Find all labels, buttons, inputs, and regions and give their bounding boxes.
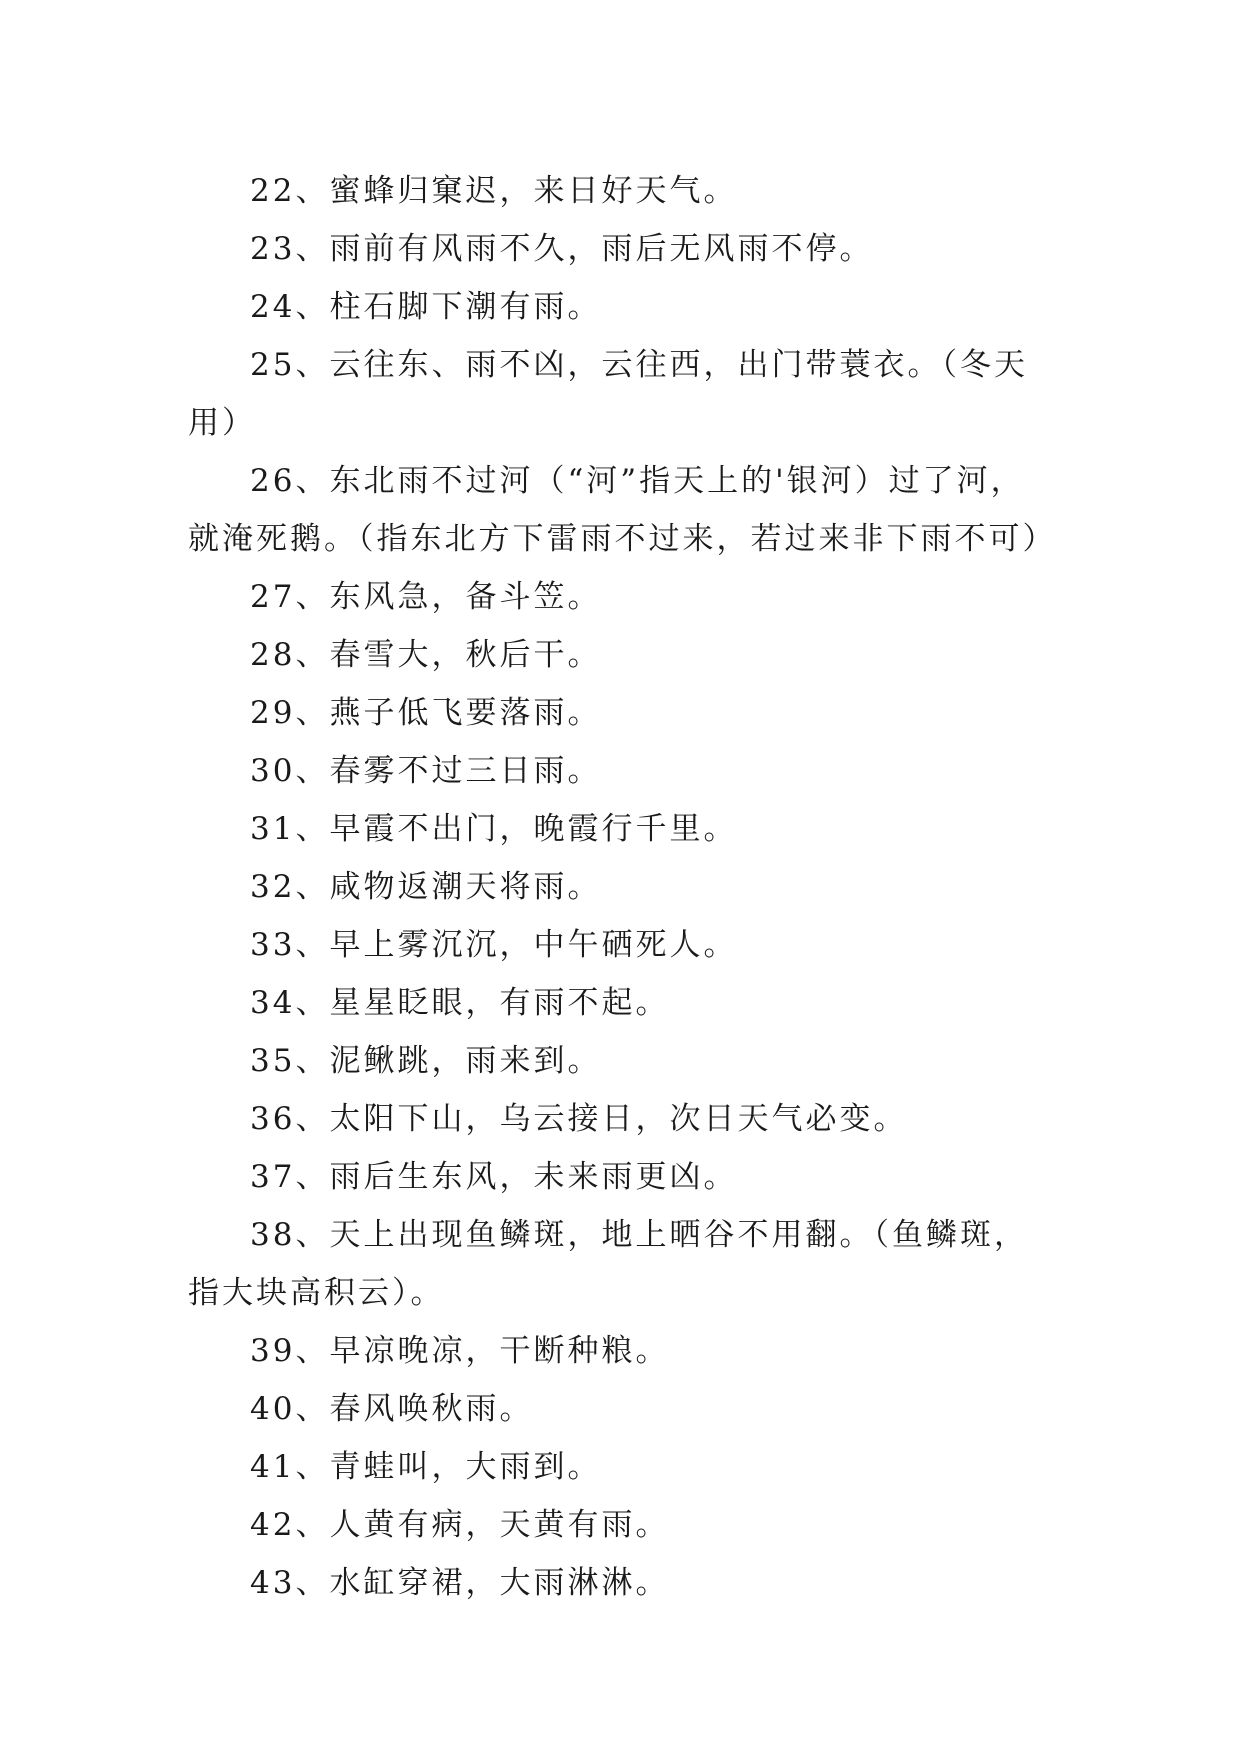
proverb-32: 32、咸物返潮天将雨。 — [250, 869, 602, 905]
proverb-37: 37、雨后生东风，未来雨更凶。 — [250, 1159, 738, 1195]
proverb-38: 38、天上出现鱼鳞斑，地上晒谷不用翻。（鱼鳞斑，指大块高积云）。 — [188, 1217, 1028, 1311]
proverb-36: 36、太阳下山，乌云接日，次日天气必变。 — [250, 1101, 908, 1137]
proverb-23: 23、雨前有风雨不久，雨后无风雨不停。 — [250, 231, 874, 267]
proverb-26: 26、东北雨不过河（“河”指天上的'银河）过了河，就淹死鹅。（指东北方下雷雨不过来，若过来非下雨不可） — [188, 463, 1057, 557]
proverb-24: 24、柱石脚下潮有雨。 — [250, 289, 602, 325]
proverb-39: 39、早凉晚凉，干断种粮。 — [250, 1333, 670, 1369]
proverb-27: 27、东风急，备斗笠。 — [250, 579, 602, 615]
proverb-40: 40、春风唤秋雨。 — [250, 1391, 534, 1427]
proverb-31: 31、早霞不出门，晚霞行千里。 — [250, 811, 738, 847]
proverb-34: 34、星星眨眼，有雨不起。 — [250, 985, 670, 1021]
proverb-28: 28、春雪大，秋后干。 — [250, 637, 602, 673]
proverb-list — [188, 162, 1057, 1612]
proverb-30: 30、春雾不过三日雨。 — [250, 753, 602, 789]
proverb-29: 29、燕子低飞要落雨。 — [250, 695, 602, 731]
proverb-22: 22、蜜蜂归窠迟，来日好天气。 — [250, 173, 738, 209]
proverb-25: 25、云往东、雨不凶，云往西，出门带蓑衣。（冬天用） — [188, 347, 1028, 441]
proverb-33: 33、早上雾沉沉，中午硒死人。 — [250, 927, 738, 963]
proverb-43: 43、水缸穿裙，大雨淋淋。 — [250, 1565, 670, 1601]
proverb-35: 35、泥鳅跳，雨来到。 — [250, 1043, 602, 1079]
proverb-42: 42、人黄有病，天黄有雨。 — [250, 1507, 670, 1543]
proverb-41: 41、青蛙叫，大雨到。 — [250, 1449, 602, 1485]
